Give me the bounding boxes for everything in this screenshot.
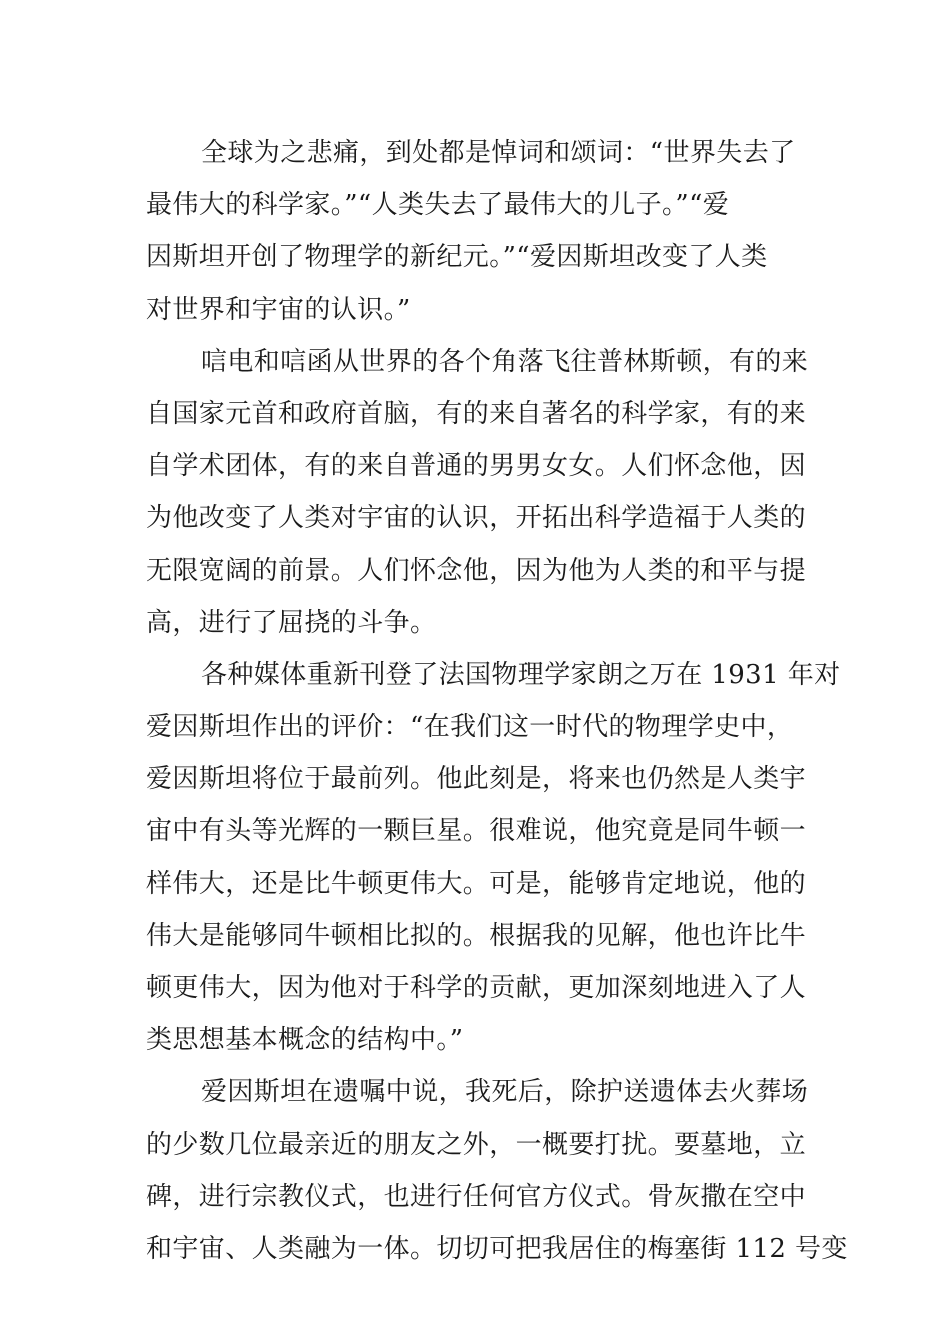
text-line: 宙中有头等光辉的一颗巨星。很难说，他究竟是同牛顿一 (146, 816, 807, 847)
text-line: 自学术团体，有的来自普通的男男女女。人们怀念他，因 (146, 451, 807, 482)
text-line: 的少数几位最亲近的朋友之外，一概要打扰。要墓地，立 (146, 1129, 807, 1160)
text-line: 爱因斯坦在遗嘱中说，我死后，除护送遗体去火葬场 (201, 1077, 809, 1108)
paragraph (146, 336, 809, 649)
text-line: 唁电和唁函从世界的各个角落飞往普林斯顿，有的来 (201, 346, 809, 377)
text-line: 各种媒体重新刊登了法国物理学家朗之万在 1931 年对 (201, 659, 841, 690)
paragraph (146, 1066, 848, 1275)
text-line: 伟大是能够同牛顿相比拟的。根据我的见解，他也许比牛 (146, 920, 807, 951)
text-line: 爱因斯坦作出的评价：“在我们这一时代的物理学史中， (146, 712, 794, 743)
text-line: 最伟大的科学家。”“人类失去了最伟大的儿子。”“爱 (146, 190, 730, 221)
document-body (146, 127, 848, 1275)
text-line: 类思想基本概念的结构中。” (146, 1025, 464, 1056)
text-line: 对世界和宇宙的认识。” (146, 294, 411, 325)
text-line: 为他改变了人类对宇宙的认识，开拓出科学造福于人类的 (146, 503, 807, 534)
text-line: 和宇宙、人类融为一体。切切可把我居住的梅塞街 112 号变 (146, 1233, 848, 1264)
text-line: 高，进行了屈挠的斗争。 (146, 607, 437, 638)
text-line: 顿更伟大，因为他对于科学的贡献，更加深刻地进入了人 (146, 973, 807, 1003)
text-line: 全球为之悲痛，到处都是悼词和颂词：“世界失去了 (201, 138, 796, 168)
text-line: 自国家元首和政府首脑，有的来自著名的科学家，有的来 (146, 398, 807, 429)
text-line: 爱因斯坦将位于最前列。他此刻是，将来也仍然是人类宇 (146, 764, 807, 795)
text-line: 碑，进行宗教仪式，也进行任何官方仪式。骨灰撒在空中 (146, 1181, 807, 1212)
text-line: 无限宽阔的前景。人们怀念他，因为他为人类的和平与提 (146, 555, 807, 586)
paragraph (146, 127, 806, 336)
text-line: 样伟大，还是比牛顿更伟大。可是，能够肯定地说，他的 (146, 868, 807, 899)
text-line: 因斯坦开创了物理学的新纪元。”“爱因斯坦改变了人类 (146, 242, 768, 273)
paragraph (146, 649, 841, 1067)
